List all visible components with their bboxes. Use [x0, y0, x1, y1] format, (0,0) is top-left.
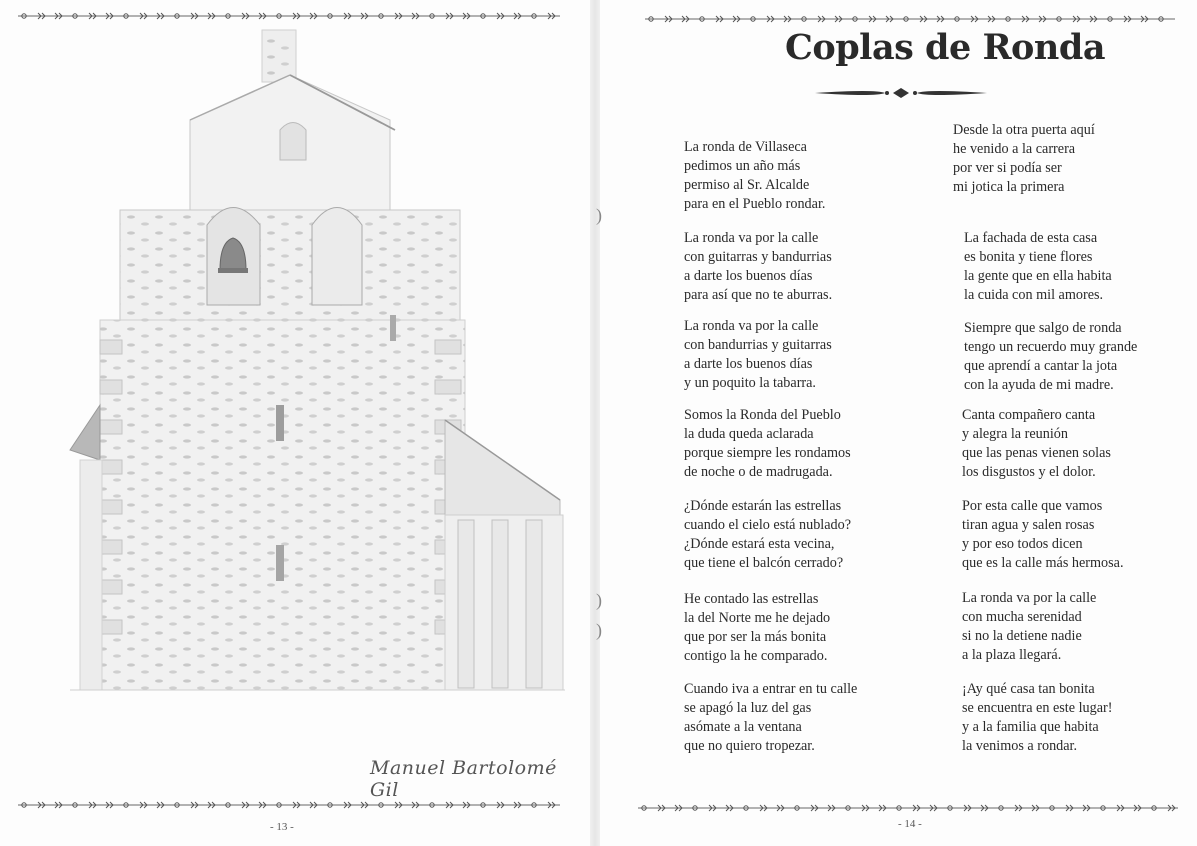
ornamental-border-icon: [18, 12, 560, 20]
bottom-ornamental-border-left: [18, 801, 560, 809]
top-ornamental-border-right: [645, 15, 1175, 23]
title-flourish-icon: [815, 87, 987, 99]
stanza: ¿Dónde estarán las estrellas cuando el cielo está nublado? ¿Dónde estará esta vecina, que tiene el balcón cerrado?: [684, 498, 852, 571]
illustrator-signature: Manuel Bartolomé Gil: [370, 757, 557, 801]
stanza: Siempre que salgo de ronda tengo un recuerdo muy grande que aprendí a cantar la jota con la ayuda de mi madre.: [964, 320, 1138, 393]
stanza: La ronda de Villaseca pedimos un año más permiso al Sr. Alcalde para en el Pueblo rondar.: [684, 139, 826, 212]
binding-mark: ): [596, 620, 602, 640]
page-number-right: - 14 -: [898, 818, 922, 830]
poem-title: Coplas de Ronda: [785, 27, 1105, 68]
binding-mark: ): [596, 205, 602, 225]
book-gutter: [590, 0, 600, 846]
church-sketch-illustration: [40, 20, 580, 700]
ornamental-border-icon: [18, 801, 560, 809]
stanza: Desde la otra puerta aquí he venido a la carrera por ver si podía ser mi jotica la primera: [953, 122, 1095, 195]
stanza: La ronda va por la calle con bandurrias y guitarras a darte los buenos días y un poquito la tabarra.: [684, 318, 832, 391]
right-page: [600, 0, 1197, 846]
stanza: Por esta calle que vamos tiran agua y salen rosas y por eso todos dicen que es la calle más hermosa.: [962, 498, 1124, 571]
page-number-left: - 13 -: [270, 821, 294, 833]
ornamental-border-icon: [645, 15, 1175, 23]
stanza: Cuando iva a entrar en tu calle se apagó la luz del gas asómate a la ventana que no quiero tropezar.: [684, 681, 858, 754]
stanza: Canta compañero canta y alegra la reunión que las penas vienen solas los disgustos y el dolor.: [962, 407, 1111, 480]
binding-mark: ): [596, 590, 602, 610]
stanza: La fachada de esta casa es bonita y tiene flores la gente que en ella habita la cuida con mil amores.: [964, 230, 1112, 303]
ornamental-border-icon: [638, 804, 1178, 812]
top-ornamental-border-left: [18, 12, 560, 20]
stanza: Somos la Ronda del Pueblo la duda queda aclarada porque siempre les rondamos de noche o de madrugada.: [684, 407, 851, 480]
bottom-ornamental-border-right: [638, 804, 1178, 812]
left-page: [0, 0, 590, 846]
stanza: He contado las estrellas la del Norte me he dejado que por ser la más bonita contigo la he comparado.: [684, 591, 831, 664]
stanza: La ronda va por la calle con mucha serenidad si no la detiene nadie a la plaza llegará.: [962, 590, 1097, 663]
stanza: La ronda va por la calle con guitarras y bandurrias a darte los buenos días para así que no te aburras.: [684, 230, 833, 303]
stanza: ¡Ay qué casa tan bonita se encuentra en este lugar! y a la familia que habita la venimos a rondar.: [962, 681, 1113, 754]
